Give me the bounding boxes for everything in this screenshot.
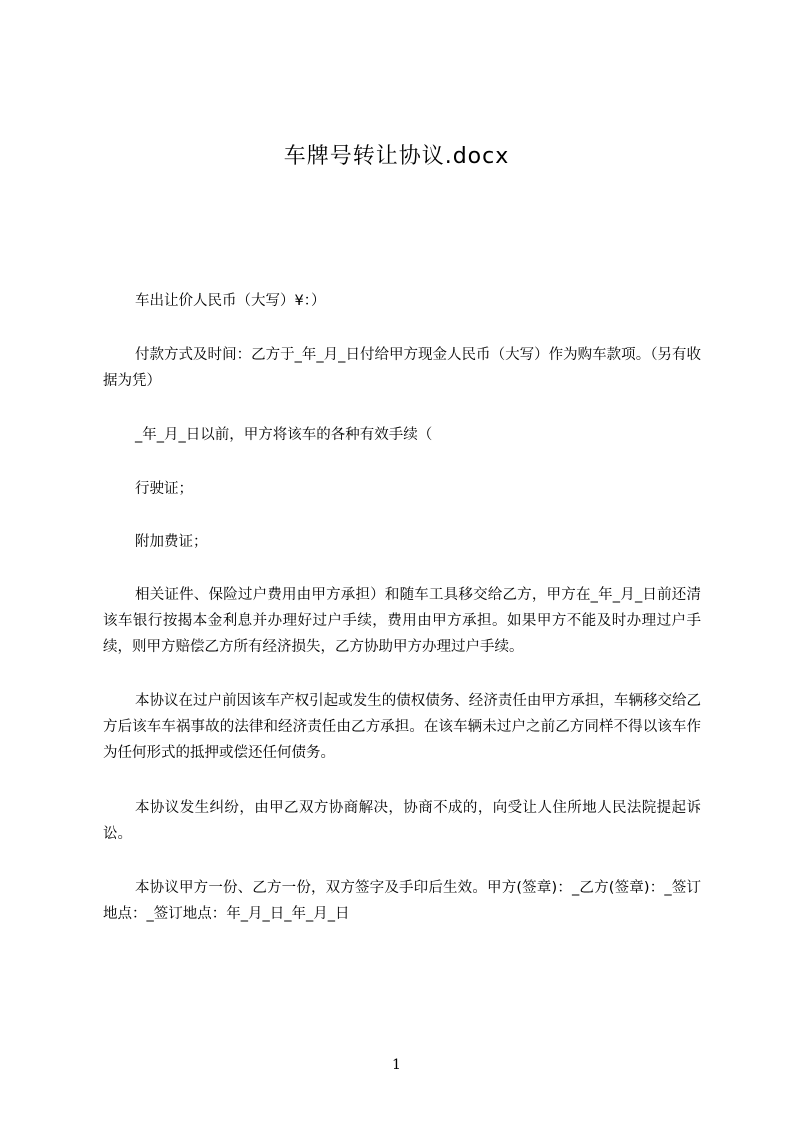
page-number: 1 [392, 1057, 401, 1073]
paragraph-dispute: 本协议发生纠纷，由甲乙双方协商解决，协商不成的，向受让人住所地人民法院提起诉讼。 [103, 800, 701, 842]
paragraph-driving-license: 行驶证； [135, 481, 193, 497]
document-title: 车牌号转让协议.docx [283, 144, 510, 169]
paragraph-transfer-terms: 相关证件、保险过户费用由甲方承担）和随车工具移交给乙方，甲方在_年_月_日前还清该车银行按揭本金利息并办理好过户手续，费用由甲方承担。如果甲方不能及时办理过户手续，则甲方赔偿乙方所有经济损失，乙方协助甲方办理过户手续。 [103, 587, 701, 655]
paragraph-liability: 本协议在过户前因该车产权引起或发生的债权债务、经济责任由甲方承担，车辆移交给乙方后该车车祸事故的法律和经济责任由乙方承担。在该车辆未过户之前乙方同样不得以该车作为任何形式的抵押或偿还任何债务。 [103, 693, 701, 761]
paragraph-documents: _年_月_日以前，甲方将该车的各种有效手续（ [135, 427, 433, 443]
paragraph-signatures: 本协议甲方一份、乙方一份，双方签字及手印后生效。甲方(签章)：_乙方(签章)：_签订地点：_签订地点：年_月_日_年_月_日 [103, 880, 701, 922]
paragraph-surcharge-cert: 附加费证； [135, 534, 208, 550]
paragraph-payment: 付款方式及时间：乙方于_年_月_日付给甲方现金人民币（大写）作为购车款项。（另有收据为凭） [103, 347, 701, 389]
paragraph-price: 车出让价人民币（大写）¥：） [135, 293, 326, 309]
